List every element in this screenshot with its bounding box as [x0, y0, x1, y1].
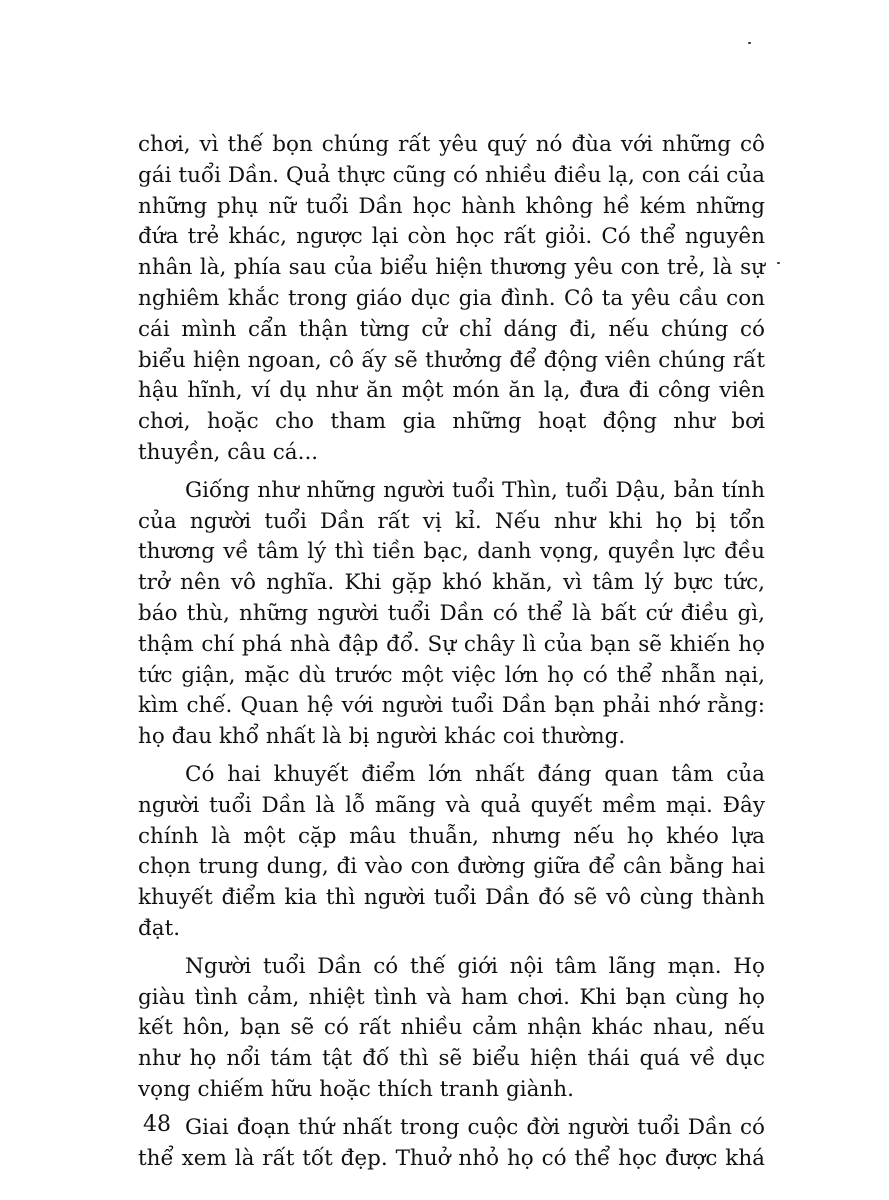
page-number: 48 — [143, 1112, 171, 1137]
paragraph: Người tuổi Dần có thế giới nội tâm lãng mạn. Họ giàu tình cảm, nhiệt tình và ham chơi. Khi bạn cùng họ kết hôn, bạn sẽ có rất nhiều cảm nhận khác nhau, nếu như họ nổi tám tật đố thì sẽ biểu hiện thái quá về dục vọng chiếm hữu hoặc thích tranh giành. — [138, 953, 765, 1102]
paragraph-continues: Giai đoạn thứ nhất trong cuộc đời người tuổi Dần có thể xem là rất tốt đẹp. Thuở nhỏ họ có thể học được khá — [138, 1114, 765, 1171]
paragraph-continued: chơi, vì thế bọn chúng rất yêu quý nó đùa với những cô gái tuổi Dần. Quả thực cũng có nhiều điều lạ, con cái của những phụ nữ tuổi Dần học hành không hề kém những đứa trẻ khác, ngược lại còn học rất giỏi. Có thể nguyên nhân là, phía sau của biểu hiện thương yêu con trẻ, là sự nghiêm khắc trong giáo dục gia đình. Cô ta yêu cầu con cái mình cẩn thận từng cử chỉ dáng đi, nếu chúng có biểu hiện ngoan, cô ấy sẽ thưởng để động viên chúng rất hậu hĩnh, ví dụ như ăn một món ăn lạ, đưa đi công viên chơi, hoặc cho tham gia những hoạt động như bơi thuyền, câu cá... — [138, 132, 765, 465]
print-speck — [748, 42, 751, 44]
print-speck — [777, 262, 780, 264]
paragraph: Có hai khuyết điểm lớn nhất đáng quan tâm của người tuổi Dần là lỗ mãng và quả quyết mềm mại. Đây chính là một cặp mâu thuẫn, nhưng nếu họ khéo lựa chọn trung dung, đi vào con đường giữa để cân bằng hai khuyết điểm kia thì người tuổi Dần đó sẽ vô cùng thành đạt. — [138, 761, 765, 941]
page-body-text — [138, 130, 765, 1174]
paragraph: Giống như những người tuổi Thìn, tuổi Dậu, bản tính của người tuổi Dần rất vị kỉ. Nếu như khi họ bị tổn thương về tâm lý thì tiền bạc, danh vọng, quyền lực đều trở nên vô nghĩa. Khi gặp khó khăn, vì tâm lý bực tức, báo thù, những người tuổi Dần có thể là bất cứ điều gì, thậm chí phá nhà đập đổ. Sự chây lì của bạn sẽ khiến họ tức giận, mặc dù trước một việc lớn họ có thể nhẫn nại, kìm chế. Quan hệ với người tuổi Dần bạn phải nhớ rằng: họ đau khổ nhất là bị người khác coi thường. — [138, 477, 765, 750]
